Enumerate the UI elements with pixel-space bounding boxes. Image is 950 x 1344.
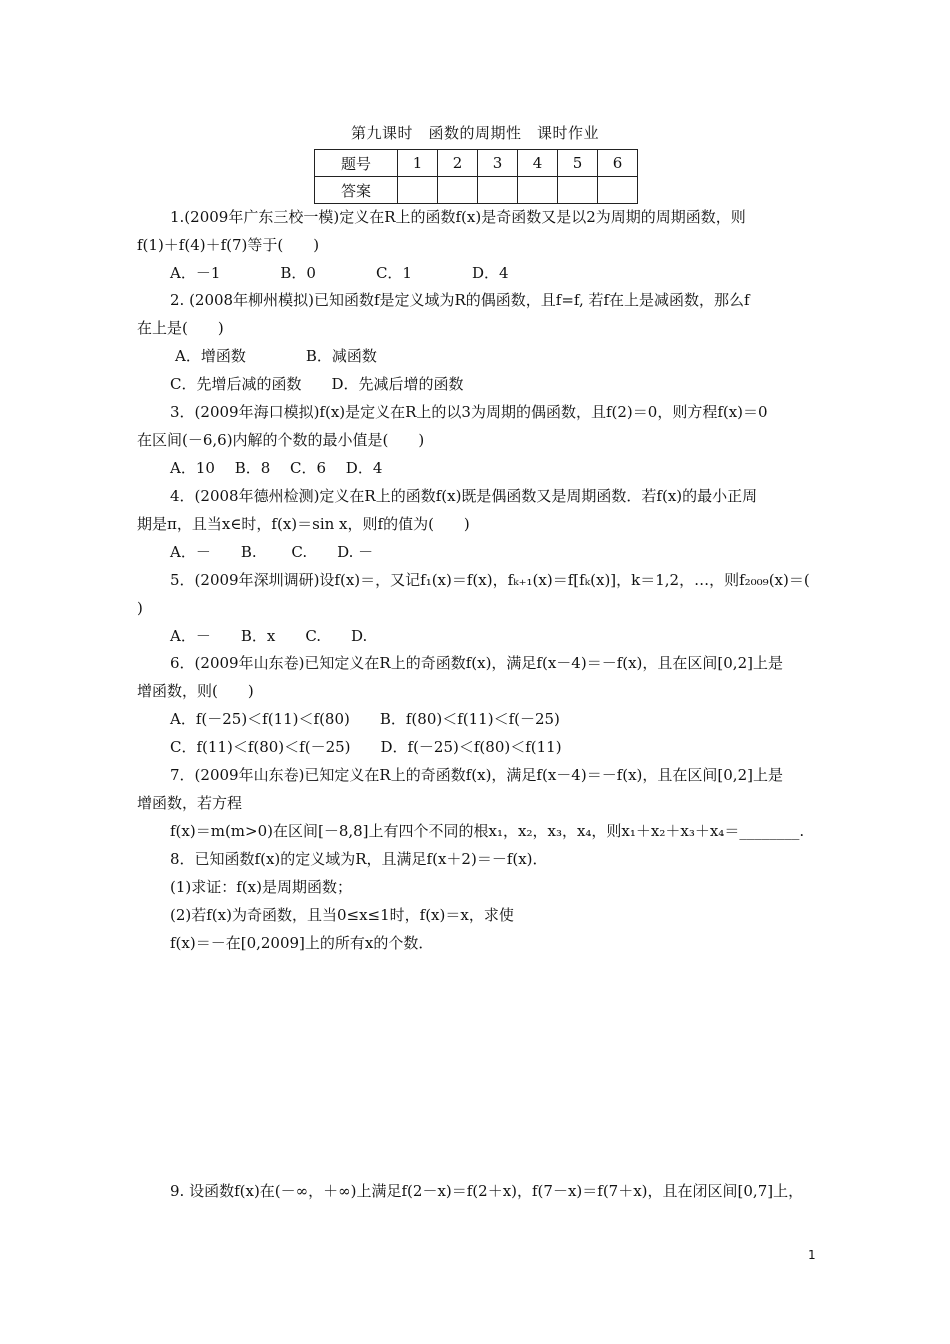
- question-6-options-ab: A．f(－25)＜f(11)＜f(80) B．f(80)＜f(11)＜f(－25): [170, 710, 560, 728]
- answer-row-label: 答案: [315, 177, 398, 204]
- question-3-text-cont: 在区间(－6,6)内解的个数的最小值是( ): [137, 431, 425, 449]
- question-number-cell: 5: [558, 150, 598, 177]
- table-row: [315, 150, 638, 177]
- question-8-text: 8．已知函数f(x)的定义域为R，且满足f(x＋2)＝－f(x)．: [170, 850, 548, 868]
- question-7-text-blank: f(x)＝m(m>0)在区间[－8,8]上有四个不同的根x₁，x₂，x₃，x₄，则x₁＋x₂＋x₃＋x₄＝________.: [170, 822, 805, 840]
- question-4-options: A．－ B. C. D. －: [170, 543, 374, 561]
- answer-cell: [518, 177, 558, 204]
- answer-table: [314, 149, 638, 204]
- question-9-text: 9. 设函数f(x)在(－∞，＋∞)上满足f(2－x)＝f(2＋x)，f(7－x)＝f(7＋x)，且在闭区间[0,7]上，: [170, 1182, 804, 1200]
- table-row: [315, 177, 638, 204]
- question-number-cell: 3: [478, 150, 518, 177]
- question-5-options: A．－ B．x C. D.: [170, 627, 368, 645]
- question-8-part-2-cont: f(x)＝－在[0,2009]上的所有x的个数．: [170, 934, 434, 952]
- question-4-text: 4．(2008年德州检测)定义在R上的函数f(x)既是偶函数又是周期函数．若f(x)的最小正周: [170, 487, 758, 505]
- question-7-text: 7．(2009年山东卷)已知定义在R上的奇函数f(x)，满足f(x－4)＝－f(x)，且在区间[0,2]上是: [170, 766, 783, 784]
- question-6-options-cd: C．f(11)＜f(80)＜f(－25) D．f(－25)＜f(80)＜f(11): [170, 738, 562, 756]
- question-number-cell: 6: [598, 150, 638, 177]
- question-2-options-ab: A．增函数 B．减函数: [175, 347, 377, 365]
- question-1-options: A．－1 B．0 C．1 D．4: [170, 264, 509, 282]
- question-number-cell: 1: [398, 150, 438, 177]
- question-number-cell: 2: [438, 150, 478, 177]
- page-title: 第九课时 函数的周期性 课时作业: [350, 124, 599, 142]
- question-3-text: 3．(2009年海口模拟)f(x)是定义在R上的以3为周期的偶函数，且f(2)＝0，则方程f(x)＝0: [170, 403, 768, 421]
- page-number: 1: [808, 1248, 816, 1262]
- question-2-text-cont: 在上是( ): [137, 319, 224, 337]
- question-6-text: 6．(2009年山东卷)已知定义在R上的奇函数f(x)，满足f(x－4)＝－f(x)，且在区间[0,2]上是: [170, 654, 783, 672]
- question-7-text-cont: 增函数，若方程: [137, 794, 243, 812]
- question-5-text: 5．(2009年深圳调研)设f(x)＝，又记f₁(x)＝f(x)，fₖ₊₁(x)＝f[fₖ(x)]，k＝1,2，…，则f₂₀₀₉(x)＝(: [170, 571, 810, 589]
- question-8-part-1: (1)求证：f(x)是周期函数；: [170, 878, 352, 896]
- table-header-label: 题号: [315, 150, 398, 177]
- answer-cell: [398, 177, 438, 204]
- question-2-text: 2. (2008年柳州模拟)已知函数f是定义域为R的偶函数，且f=f, 若f在上是减函数，那么f: [170, 291, 750, 309]
- question-1-text-cont: f(1)＋f(4)＋f(7)等于( ): [137, 236, 320, 254]
- question-4-text-cont: 期是π，且当x∈时，f(x)＝sin x，则f的值为( ): [137, 515, 470, 533]
- question-6-text-cont: 增函数，则( ): [137, 682, 254, 700]
- question-8-part-2: (2)若f(x)为奇函数，且当0≤x≤1时，f(x)＝x，求使: [170, 906, 514, 924]
- question-1-text: 1.(2009年广东三校一模)定义在R上的函数f(x)是奇函数又是以2为周期的周期函数，则: [170, 208, 746, 226]
- question-5-text-cont: ): [137, 599, 143, 617]
- answer-cell: [558, 177, 598, 204]
- answer-cell: [478, 177, 518, 204]
- question-3-options: A．10 B．8 C．6 D．4: [170, 459, 383, 477]
- answer-cell: [598, 177, 638, 204]
- answer-cell: [438, 177, 478, 204]
- question-number-cell: 4: [518, 150, 558, 177]
- question-2-options-cd: C．先增后减的函数 D．先减后增的函数: [170, 375, 464, 393]
